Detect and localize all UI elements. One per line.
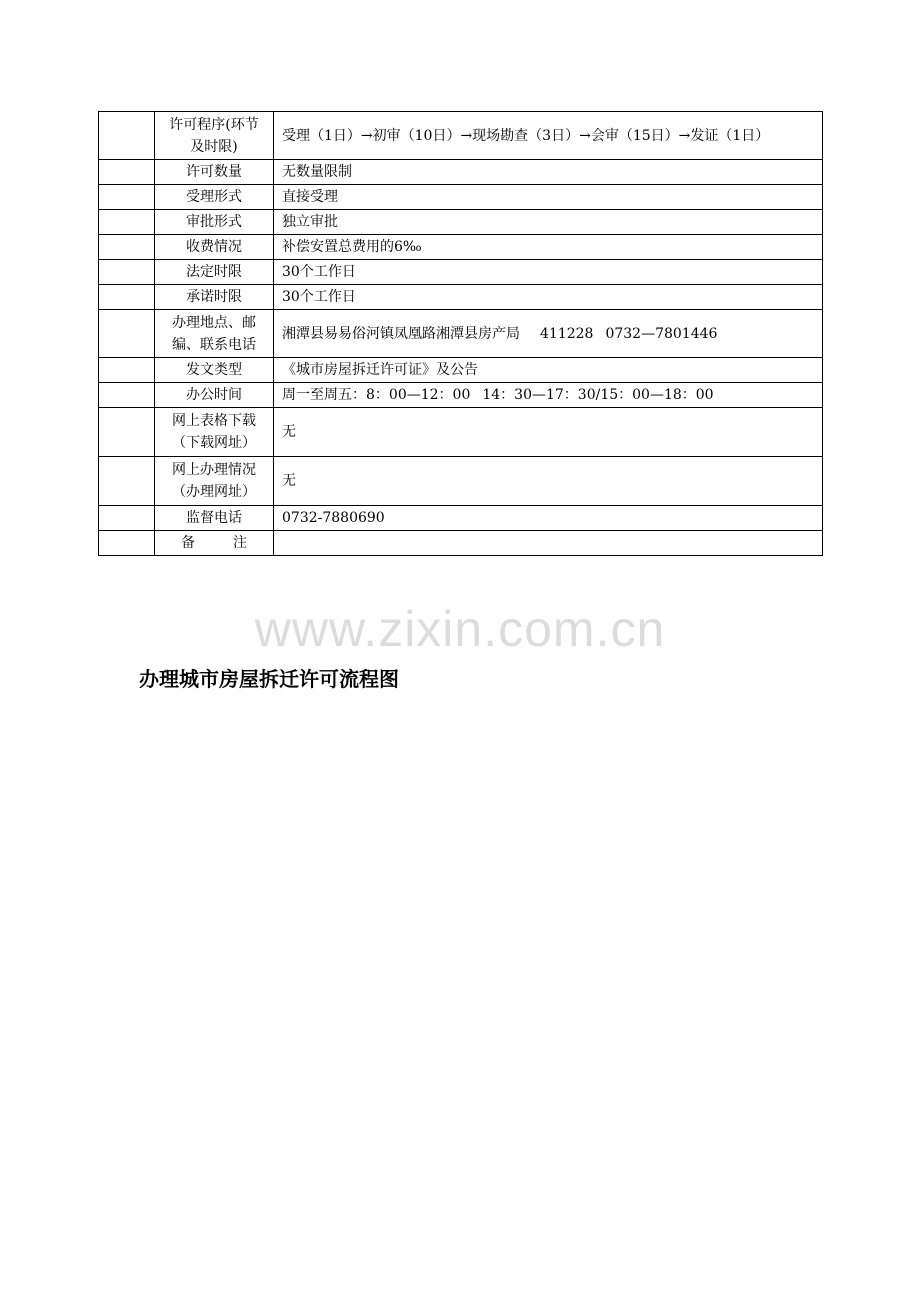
row-value-doc-type: 《城市房屋拆迁许可证》及公告 (274, 358, 823, 383)
row-label-fees: 收费情况 (155, 235, 274, 260)
row-value-online-service: 无 (274, 457, 823, 506)
label-line: 许可程序(环节 (169, 116, 259, 133)
office-address: 湘潭县易易俗河镇凤凰路湘潭县房产局 (282, 325, 520, 342)
row-value-supervision-phone: 0732-7880690 (274, 506, 823, 531)
table-row (99, 260, 823, 285)
postal-code: 411228 (540, 325, 594, 342)
row-label-supervision-phone: 监督电话 (155, 506, 274, 531)
row-label-promised-limit: 承诺时限 (155, 285, 274, 310)
row-label-acceptance: 受理形式 (155, 185, 274, 210)
row-value-approval: 独立审批 (274, 210, 823, 235)
blank-cell (99, 506, 155, 531)
row-label-office-hours: 办公时间 (155, 383, 274, 408)
label-line: 网上办理情况 (172, 462, 256, 478)
table-row (99, 531, 823, 556)
blank-cell (99, 210, 155, 235)
contact-phone: 0732—7801446 (605, 325, 718, 342)
blank-cell (99, 112, 155, 160)
table-row (99, 383, 823, 408)
row-value-quantity: 无数量限制 (274, 160, 823, 185)
blank-cell (99, 383, 155, 408)
row-value-location (274, 310, 823, 358)
table-row (99, 506, 823, 531)
blank-cell (99, 235, 155, 260)
row-label-approval: 审批形式 (155, 210, 274, 235)
blank-cell (99, 310, 155, 358)
label-line: 及时限) (190, 138, 238, 155)
row-label-location (155, 310, 274, 358)
row-label-legal-limit: 法定时限 (155, 260, 274, 285)
blank-cell (99, 531, 155, 556)
table-row (99, 160, 823, 185)
blank-cell (99, 160, 155, 185)
table-row (99, 285, 823, 310)
hours-morning: 周一至周五：8：00—12：00 (282, 387, 471, 403)
blank-cell (99, 185, 155, 210)
hours-afternoon: 14：30—17：30/15：00—18：00 (482, 387, 714, 403)
row-value-office-hours (274, 383, 823, 408)
row-label-remarks (155, 531, 274, 556)
watermark: www.zixin.com.cn (254, 601, 666, 657)
blank-cell (99, 457, 155, 506)
label-line: （下载网址） (172, 435, 256, 451)
row-label-doc-type: 发文类型 (155, 358, 274, 383)
table-row (99, 358, 823, 383)
label-line: 网上表格下载 (172, 413, 256, 429)
label-line: （办理网址） (172, 484, 256, 500)
row-value-fees: 补偿安置总费用的6‰ (274, 235, 823, 260)
table-row (99, 112, 823, 160)
row-label-form-download (155, 408, 274, 457)
table-row (99, 457, 823, 506)
table-row (99, 408, 823, 457)
blank-cell (99, 408, 155, 457)
row-value-promised-limit: 30个工作日 (274, 285, 823, 310)
section-heading: 办理城市房屋拆迁许可流程图 (139, 667, 399, 691)
label-line: 办理地点、邮 (172, 314, 256, 331)
blank-cell (99, 260, 155, 285)
row-value-procedure: 受理（1日）→初审（10日）→现场勘查（3日）→会审（15日）→发证（1日） (274, 112, 823, 160)
permit-info-table (98, 111, 823, 556)
table-row (99, 235, 823, 260)
label-char: 备 (181, 535, 195, 551)
label-char: 注 (233, 535, 247, 551)
blank-cell (99, 285, 155, 310)
label-line: 编、联系电话 (172, 336, 256, 353)
row-label-quantity: 许可数量 (155, 160, 274, 185)
table-row (99, 185, 823, 210)
row-value-form-download: 无 (274, 408, 823, 457)
row-label-procedure (155, 112, 274, 160)
row-value-remarks (274, 531, 823, 556)
blank-cell (99, 358, 155, 383)
row-value-acceptance: 直接受理 (274, 185, 823, 210)
row-label-online-service (155, 457, 274, 506)
table-row (99, 310, 823, 358)
table-row (99, 210, 823, 235)
row-value-legal-limit: 30个工作日 (274, 260, 823, 285)
